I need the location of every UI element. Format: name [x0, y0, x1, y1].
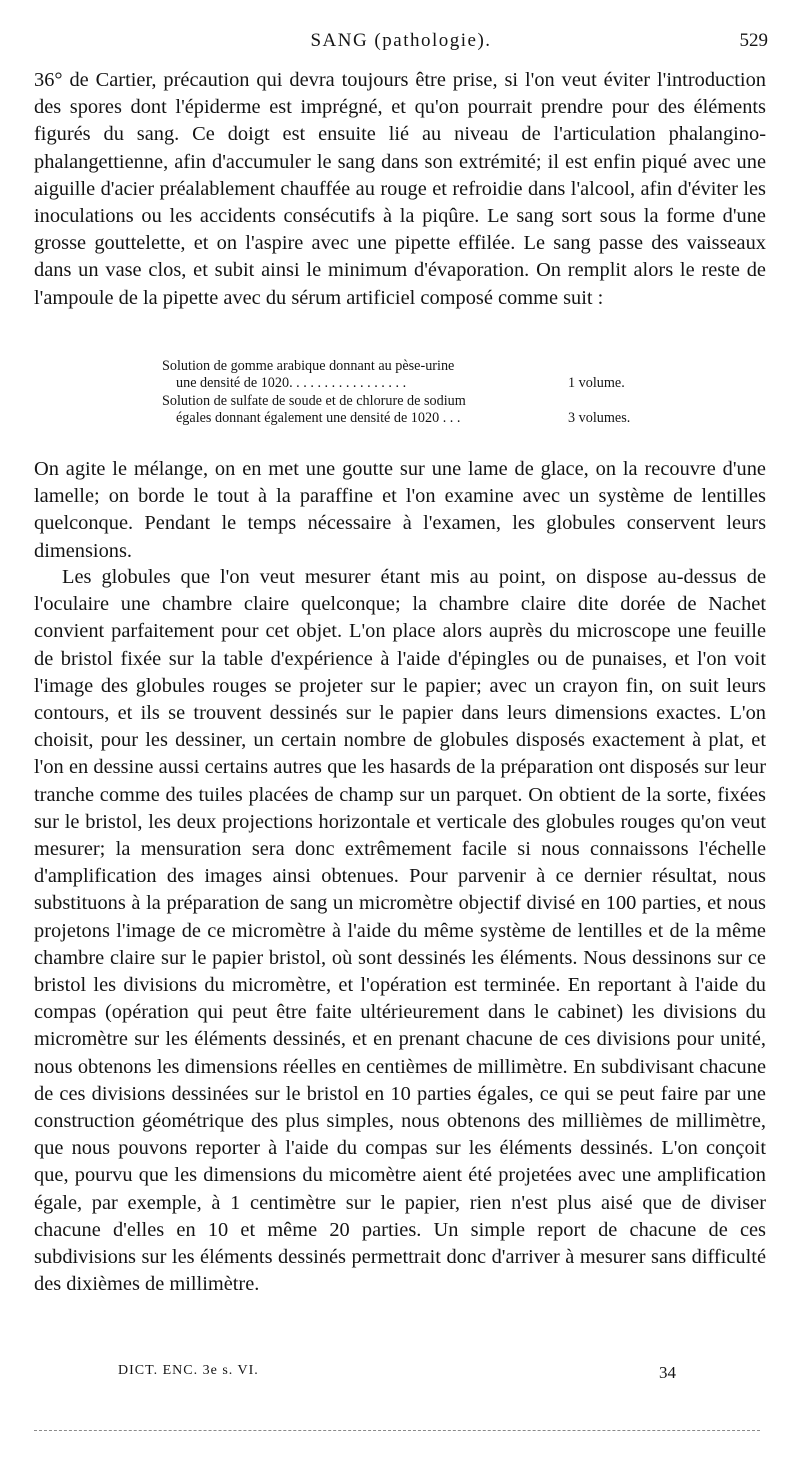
paragraph-measure-text: Les globules que l'on veut mesurer étant mis au point, on dispose au-dessus de l'oculaire une chambre claire quelconque; la chambre claire dite dorée de Nachet convient parfaitement pour cet objet. L'on place alors auprès du microscope une feuille de bristol fixée sur la table d'expérience à l'aide d'épingles ou de punaises, et l'on voit l'image des globules rouges se projeter sur le papier; avec un crayon fin, on suit leurs contours, et ils se trouvent dessinés sur le papier dans leurs dimensions exactes. L'on choisit, pour les dessiner, un certain nombre de globules disposés exactement à plat, et l'on en dessine aussi certains autres que les hasards de la préparation ont disposés sur leur tranche comme des tuiles placées de champ sur un parquet. On obtient de la sorte, fixées sur le bristol, les deux projections horizontale et verticale des globules rouges qu'on veut mesurer; la mensuration sera donc extrêmement facile si nous connaissons l'échelle d'amplification des images ainsi obtenues. Pour parvenir à ce dernier résultat, nous substituons à la préparation de sang un micromètre objectif divisé en 100 parties, et nous projetons l'image de ce micromètre à l'aide du même système de lentilles et de la même chambre claire sur le papier bristol, où sont dessinés les éléments. Nous dessinons sur ce bristol les divisions du micromètre, et l'opération est terminée. En reportant à l'aide du compas (opération qui peut être faite ultérieurement dans le cabinet) les divisions du micromètre sur les éléments dessinés, et en prenant chacune de ces divisions pour unité, nous obtenons les dimensions réelles en centièmes de millimètre. En subdivisant chacune de ces divisions dessinées sur le bristol en 10 parties égales, ce qui se peut faire par une construction géométrique des plus simples, nous obtenons des millièmes de millimètre, que nous pouvons reporter à l'aide du compas sur les éléments dessinés. L'on conçoit que, pourvu que les dimensions du micomètre aient été projetées avec une amplification égale, par exemple, à 1 centimètre sur le papier, rien n'est plus aisé que de diviser chacune d'elles en 10 et même 20 parties. Un simple report de chacune de ces subdivisions sur les éléments dessinés permettrait donc d'arriver à mesurer sans difficulté des dixièmes de millimètre.: [34, 566, 766, 1296]
formula-row-sulfate-volume: 3 volumes.: [568, 410, 631, 427]
page-number: 529: [739, 30, 768, 51]
running-head: [34, 30, 768, 58]
formula-row-gum: [162, 358, 652, 393]
serum-formula: [162, 358, 652, 428]
formula-row-sulfate-line2: égales donnant également une densité de 1020 . . .: [176, 410, 461, 427]
formula-row-gum-line1: Solution de gomme arabique donnant au pèse-urine: [162, 358, 455, 374]
formula-row-gum-line2: une densité de 1020. . . . . . . . . . . . . . . . .: [176, 375, 407, 392]
paragraph-mix: [34, 456, 766, 565]
formula-row-gum-volume: 1 volume.: [568, 375, 625, 392]
formula-row-sulfate: [162, 393, 652, 428]
paragraph-mix-text: On agite le mélange, on en met une goutte sur une lame de glace, on la recouvre d'une lamelle; on borde le tout à la paraffine et l'on examine avec un système de lentilles quelconque. Pendant le temps nécessaire à l'examen, les globules conservent leurs dimensions.: [34, 458, 766, 562]
paragraph-intro: [34, 67, 766, 312]
footer-sheet-number: 34: [659, 1363, 676, 1382]
formula-row-sulfate-line1: Solution de sulfate de soude et de chlorure de sodium: [162, 392, 466, 409]
paragraph-intro-text: 36° de Cartier, précaution qui devra toujours être prise, si l'on veut éviter l'introduction des spores dont l'épiderme est imprégné, et qu'on pourrait prendre pour des éléments figurés du sang. Ce doigt est ensuite lié au niveau de l'articulation phalangino-phalangettienne, afin d'accumuler le sang dans son extrémité; il est enfin piqué avec une aiguille d'acier préalablement chauffée au rouge et refroidie dans l'alcool, afin d'éviter les inoculations ou les accidents consécutifs à la piqûre. Le sang sort sous la forme d'une grosse gouttelette, et on l'aspire avec une pipette effilée. Le sang passe des vaisseaux dans un vase clos, et subit ainsi le minimum d'évaporation. On remplit alors le reste de l'ampoule de la pipette avec du sérum artificiel composé comme suit :: [34, 69, 766, 309]
bottom-dashed-rule: [34, 1430, 760, 1431]
page-footer: [118, 1363, 688, 1389]
formula-row-sulfate-text: [162, 393, 557, 428]
formula-row-gum-text: [162, 358, 557, 393]
footer-signature: DICT. ENC. 3e s. VI.: [118, 1363, 259, 1378]
paragraph-measure: [34, 564, 766, 1298]
running-title: SANG (pathologie).: [310, 30, 492, 51]
